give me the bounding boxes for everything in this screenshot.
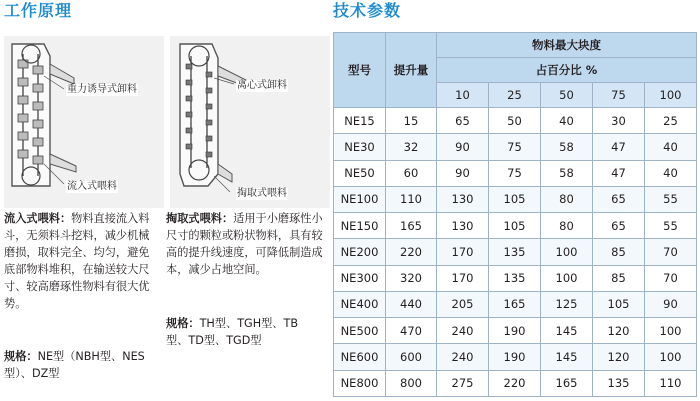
cell-model: NE600: [334, 344, 386, 370]
cell-size: 85: [593, 265, 645, 291]
cell-lift: 470: [386, 318, 437, 344]
table-row: [334, 134, 697, 160]
cell-size: 100: [645, 318, 697, 344]
cell-size: 75: [489, 160, 541, 186]
cell-size: 120: [593, 344, 645, 370]
label-centrifugal-discharge: 离心式卸料: [237, 80, 287, 91]
header-max-size: 物料最大块度: [437, 33, 697, 58]
cell-size: 47: [593, 134, 645, 160]
inflow-description: [4, 210, 154, 312]
cell-size: 110: [645, 370, 697, 396]
cell-lift: 60: [386, 160, 437, 186]
pickup-description-head: 掏取式喂料：: [166, 212, 234, 225]
label-gravity-discharge: 重力诱导式卸料: [67, 84, 137, 95]
cell-size: 40: [541, 108, 593, 134]
cell-lift: 440: [386, 291, 437, 317]
cell-size: 100: [645, 344, 697, 370]
cell-size: 65: [593, 186, 645, 212]
tech-table-body: [334, 108, 697, 397]
tech-params-table: [333, 32, 697, 397]
cell-size: 105: [593, 291, 645, 317]
pickup-description: [166, 210, 326, 278]
table-row: [334, 186, 697, 212]
spec-left-body: NE型（NBH型、NES型）、DZ型: [4, 350, 145, 380]
cell-size: 30: [593, 108, 645, 134]
cell-size: 80: [541, 186, 593, 212]
cell-size: 190: [489, 344, 541, 370]
cell-size: 55: [645, 186, 697, 212]
cell-size: 85: [593, 239, 645, 265]
cell-lift: 220: [386, 239, 437, 265]
cell-model: NE150: [334, 213, 386, 239]
cell-size: 70: [645, 239, 697, 265]
table-row: [334, 108, 697, 134]
section-title-working-principle: 工作原理: [4, 1, 73, 20]
header-model: 型号: [334, 33, 386, 108]
cell-size: 65: [593, 213, 645, 239]
cell-size: 165: [489, 291, 541, 317]
label-inflow-feed: 流入式喂料: [67, 181, 117, 192]
cell-size: 220: [489, 370, 541, 396]
cell-model: NE500: [334, 318, 386, 344]
cell-lift: 15: [386, 108, 437, 134]
diagram-pickup-elevator: [170, 36, 330, 208]
pickup-description-body: 适用于小磨琢性小尺寸的颗粒或粉状物料，具有较高的提升线速度，可降低制造成本，减少占地空间。: [166, 212, 323, 276]
cell-size: 170: [437, 239, 489, 265]
cell-size: 105: [489, 213, 541, 239]
spec-right-body: TH型、TGH型、TB型、TD型、TGD型: [166, 317, 298, 347]
cell-model: NE30: [334, 134, 386, 160]
cell-lift: 320: [386, 265, 437, 291]
table-row: [334, 370, 697, 396]
cell-model: NE100: [334, 186, 386, 212]
cell-size: 170: [437, 265, 489, 291]
table-row: [334, 344, 697, 370]
cell-size: 90: [437, 134, 489, 160]
spec-left: [4, 348, 154, 382]
cell-size: 125: [541, 291, 593, 317]
cell-size: 165: [541, 370, 593, 396]
cell-size: 105: [489, 186, 541, 212]
table-row: [334, 160, 697, 186]
table-row: [334, 291, 697, 317]
table-row: [334, 213, 697, 239]
header-pct-col: 75: [593, 83, 645, 108]
table-row: [334, 265, 697, 291]
cell-size: 50: [489, 108, 541, 134]
cell-lift: 110: [386, 186, 437, 212]
header-pct-col: 50: [541, 83, 593, 108]
cell-size: 190: [489, 318, 541, 344]
cell-lift: 600: [386, 344, 437, 370]
cell-size: 100: [541, 239, 593, 265]
cell-size: 205: [437, 291, 489, 317]
cell-model: NE300: [334, 265, 386, 291]
cell-size: 40: [645, 134, 697, 160]
cell-size: 80: [541, 213, 593, 239]
spec-right: [166, 315, 316, 349]
cell-size: 145: [541, 318, 593, 344]
cell-lift: 32: [386, 134, 437, 160]
cell-lift: 165: [386, 213, 437, 239]
cell-lift: 800: [386, 370, 437, 396]
cell-size: 75: [489, 134, 541, 160]
cell-size: 55: [645, 213, 697, 239]
header-pct-col: 25: [489, 83, 541, 108]
cell-size: 100: [541, 265, 593, 291]
cell-size: 90: [437, 160, 489, 186]
cell-size: 145: [541, 344, 593, 370]
cell-size: 135: [489, 265, 541, 291]
cell-model: NE15: [334, 108, 386, 134]
cell-size: 25: [645, 108, 697, 134]
cell-size: 130: [437, 213, 489, 239]
table-row: [334, 318, 697, 344]
table-row: [334, 239, 697, 265]
cell-size: 240: [437, 318, 489, 344]
diagram-inflow-elevator: [4, 36, 164, 208]
cell-size: 47: [593, 160, 645, 186]
section-title-tech-params: 技术参数: [333, 1, 402, 20]
spec-left-head: 规格：: [4, 350, 38, 363]
cell-size: 130: [437, 186, 489, 212]
cell-size: 58: [541, 134, 593, 160]
cell-size: 135: [593, 370, 645, 396]
cell-model: NE50: [334, 160, 386, 186]
cell-size: 65: [437, 108, 489, 134]
cell-size: 275: [437, 370, 489, 396]
cell-model: NE400: [334, 291, 386, 317]
label-pickup-feed: 掏取式喂料: [237, 188, 287, 199]
header-pct-col: 10: [437, 83, 489, 108]
cell-model: NE800: [334, 370, 386, 396]
cell-size: 135: [489, 239, 541, 265]
cell-size: 240: [437, 344, 489, 370]
elevator-drawing-right: [170, 36, 330, 208]
inflow-description-head: 流入式喂料：: [4, 212, 72, 225]
cell-model: NE200: [334, 239, 386, 265]
cell-size: 58: [541, 160, 593, 186]
cell-size: 120: [593, 318, 645, 344]
cell-size: 40: [645, 160, 697, 186]
header-lift: 提升量: [386, 33, 437, 108]
cell-size: 90: [645, 291, 697, 317]
cell-size: 70: [645, 265, 697, 291]
header-pct-col: 100: [645, 83, 697, 108]
inflow-description-body: 物料直接流入料斗，无须料斗挖料，减少机械磨损，取料完全、均匀，避免底部物料堆积，在输送较大尺寸、较高磨琢性物料有很大优势。: [4, 212, 150, 310]
header-percent: 占百分比 %: [437, 58, 697, 83]
spec-right-head: 规格：: [166, 317, 200, 330]
